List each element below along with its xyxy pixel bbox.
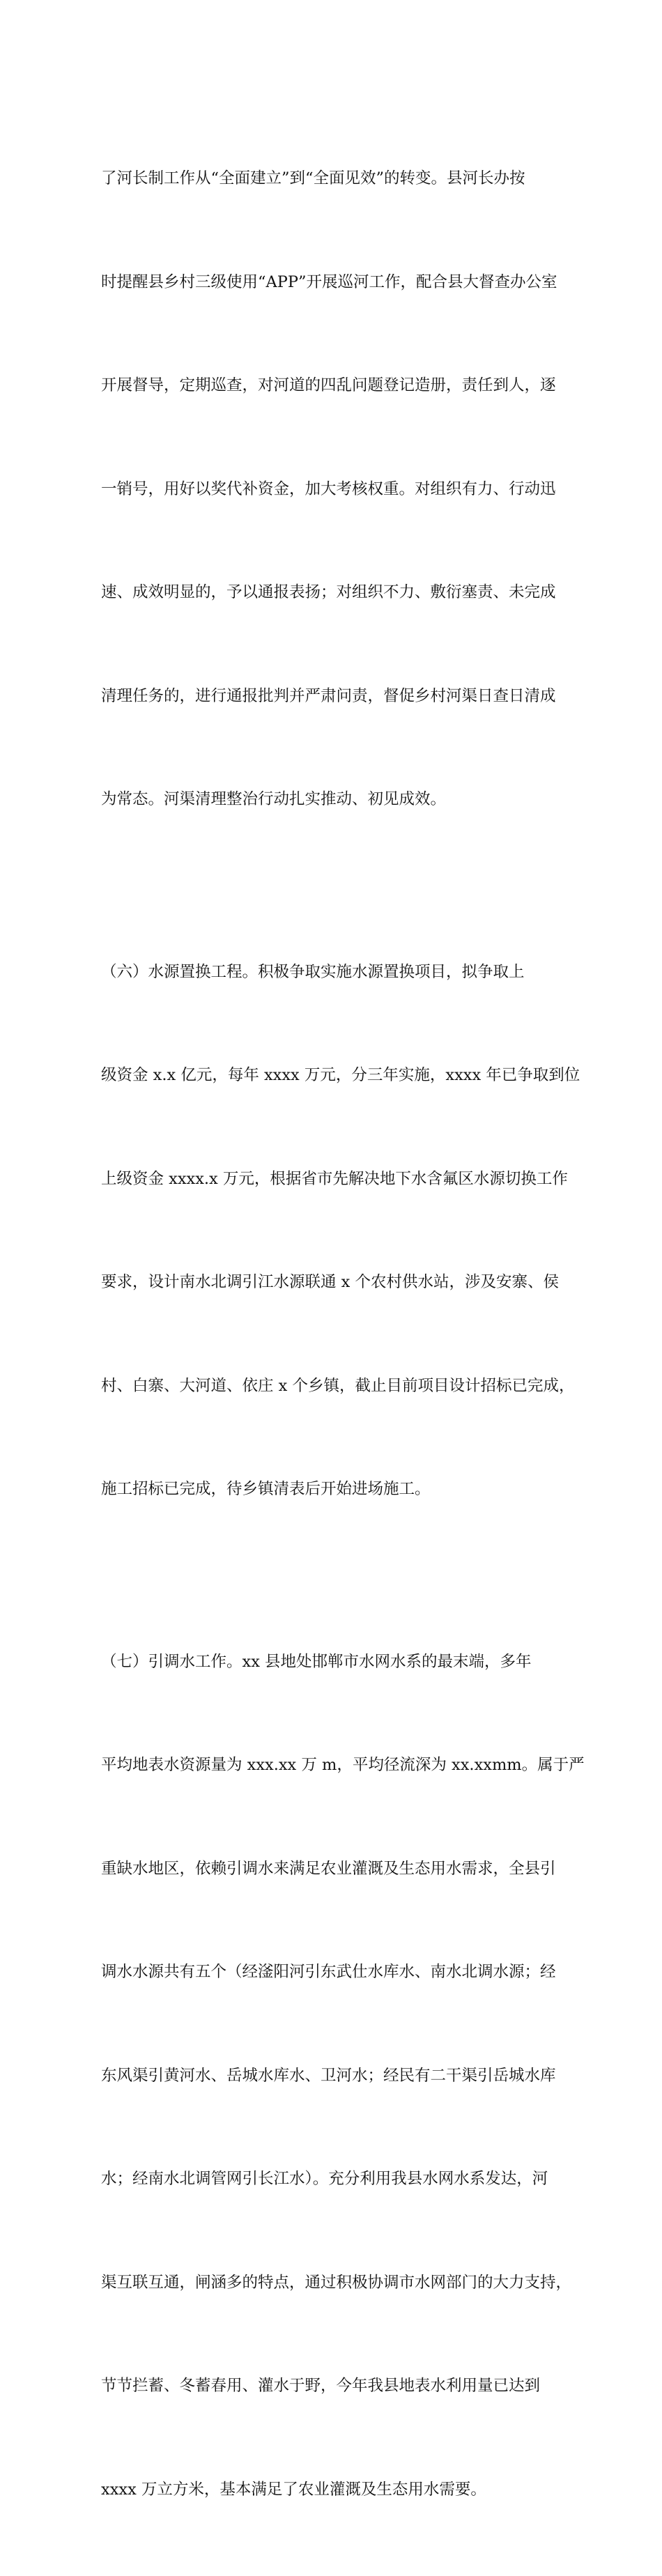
text-line: 重缺水地区，依赖引调水来满足农业灌溉及生态用水需求，全县引 — [101, 1852, 575, 1887]
text-line: 施工招标已完成，待乡镇清表后开始进场施工。 — [101, 1472, 575, 1507]
text-line: 级资金 x.x 亿元，每年 xxxx 万元，分三年实施，xxxx 年已争取到位 — [101, 1058, 575, 1093]
document-page — [0, 0, 662, 936]
text-line: 上级资金 xxxx.x 万元，根据省市先解决地下水含氟区水源切换工作 — [101, 1162, 575, 1197]
text-line: 了河长制工作从“全面建立”到“全面见效”的转变。县河长办按 — [101, 162, 575, 196]
text-line: 速、成效明显的，予以通报表扬；对组织不力、敷衍塞责、未完成 — [101, 576, 575, 610]
text-line: 节节拦蓄、冬蓄春用、灌水于野，今年我县地表水利用量已达到 — [101, 2369, 575, 2404]
text-line: 清理任务的，进行通报批判并严肃问责，督促乡村河渠日查日清成 — [101, 679, 575, 714]
text-line: （六）水源置换工程。积极争取实施水源置换项目，拟争取上 — [101, 955, 575, 990]
text-line: 要求，设计南水北调引江水源联通 x 个农村供水站，涉及安寨、侯 — [101, 1265, 575, 1300]
paragraph-water-diversion — [101, 1576, 575, 2576]
text-line: 水；经南水北调管网引长江水）。充分利用我县水网水系发达，河 — [101, 2162, 575, 2197]
paragraph-water-source-replacement — [101, 886, 575, 1576]
document-body — [101, 93, 575, 2576]
text-line: 时提醒县乡村三级使用“APP”开展巡河工作，配合县大督查办公室 — [101, 265, 575, 300]
text-line: xxxx 万立方米，基本满足了农业灌溉及生态用水需要。 — [101, 2473, 575, 2508]
text-line: 平均地表水资源量为 xxx.xx 万 m，平均径流深为 xx.xxmm。属于严 — [101, 1748, 575, 1783]
text-line: 开展督导，定期巡查，对河道的四乱问题登记造册，责任到人，逐 — [101, 369, 575, 403]
text-line: （七）引调水工作。xx 县地处邯郸市水网水系的最末端，多年 — [101, 1645, 575, 1680]
text-line: 为常态。河渠清理整治行动扎实推动、初见成效。 — [101, 782, 575, 817]
text-line: 村、白寨、大河道、依庄 x 个乡镇，截止目前项目设计招标已完成， — [101, 1369, 575, 1404]
paragraph-river-chief — [101, 93, 575, 886]
text-line: 调水水源共有五个（经滏阳河引东武仕水库水、南水北调水源；经 — [101, 1955, 575, 1990]
text-line: 渠互联互通，闸涵多的特点，通过积极协调市水网部门的大力支持， — [101, 2266, 575, 2301]
text-line: 一销号，用好以奖代补资金，加大考核权重。对组织有力、行动迅 — [101, 472, 575, 507]
text-line: 东风渠引黄河水、岳城水库水、卫河水；经民有二干渠引岳城水库 — [101, 2059, 575, 2094]
